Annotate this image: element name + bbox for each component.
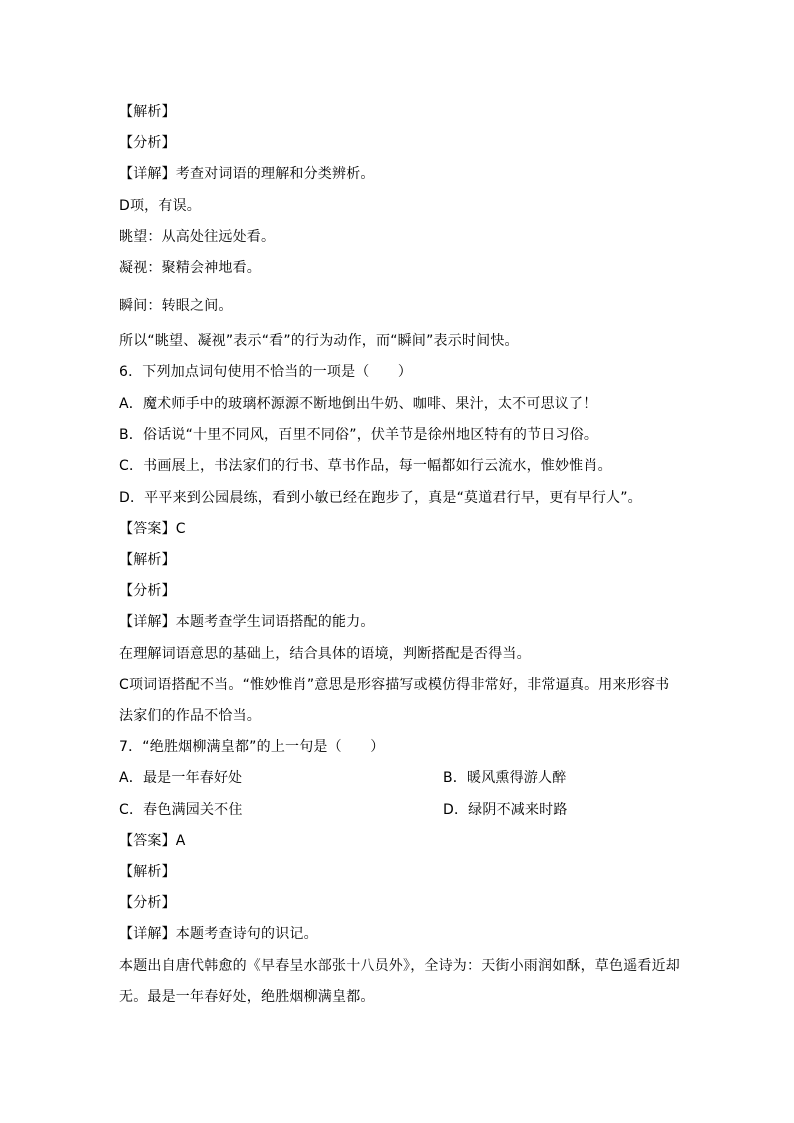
question-6-option-c: C．书画展上，书法家们的行书、草书作品，每一幅都如行云流水，惟妙惟肖。 [119,458,612,474]
question-7-option-a: A．最是一年春好处 [119,770,243,786]
text-line: 在理解词语意思的基础上，结合具体的语境，判断搭配是否得当。 [119,646,531,662]
question-6-stem: 6．下列加点词句使用不恰当的一项是（ ） [119,364,413,380]
question-7-option-b: B．暖风熏得游人醉 [443,770,567,786]
question-6-option-a: A．魔术师手中的玻璃杯源源不断地倒出牛奶、咖啡、果汁，太不可思议了！ [119,396,598,412]
text-line: 所以“眺望、凝视”表示“看”的行为动作，而“瞬间”表示时间快。 [119,333,519,349]
text-line: D项，有误。 [119,198,201,214]
text-line: 本题出自唐代韩愈的《早春呈水部张十八员外》，全诗为：天街小雨润如酥，草色遥看近却 [119,958,680,974]
question-6-option-d: D．平平来到公园晨练，看到小敏已经在跑步了，真是“莫道君行早，更有早行人”。 [119,490,642,506]
section-label-analysis: 【解析】 [119,552,176,568]
section-label-analysis: 【解析】 [119,104,176,120]
detail-line: 【详解】考查对词语的理解和分类辨析。 [119,166,375,182]
answer-label: 【答案】C [119,521,186,537]
text-line: 瞬间：转眼之间。 [119,298,233,314]
question-7-option-d: D．绿阴不减来时路 [443,802,568,818]
detail-line: 【详解】本题考查诗句的识记。 [119,926,318,942]
text-line: C项词语搭配不当。“惟妙惟肖”意思是形容描写或模仿得非常好，非常逼真。用来形容书 [119,677,670,693]
text-line: 无。最是一年春好处，绝胜烟柳满皇都。 [119,989,375,1005]
detail-line: 【详解】本题考查学生词语搭配的能力。 [119,614,375,630]
answer-label: 【答案】A [119,833,186,849]
question-7-option-c: C．春色满园关不住 [119,802,243,818]
text-line: 眺望：从高处往远处看。 [119,229,276,245]
section-label-analysis: 【解析】 [119,864,176,880]
text-line: 凝视：聚精会神地看。 [119,260,261,276]
text-line: 法家们的作品不恰当。 [119,708,261,724]
section-label-reasoning: 【分析】 [119,583,176,599]
section-label-reasoning: 【分析】 [119,895,176,911]
question-6-option-b: B．俗话说“十里不同风，百里不同俗”，伏羊节是徐州地区特有的节日习俗。 [119,427,599,443]
question-7-stem: 7．“绝胜烟柳满皇都”的上一句是（ ） [119,739,385,755]
section-label-reasoning: 【分析】 [119,135,176,151]
